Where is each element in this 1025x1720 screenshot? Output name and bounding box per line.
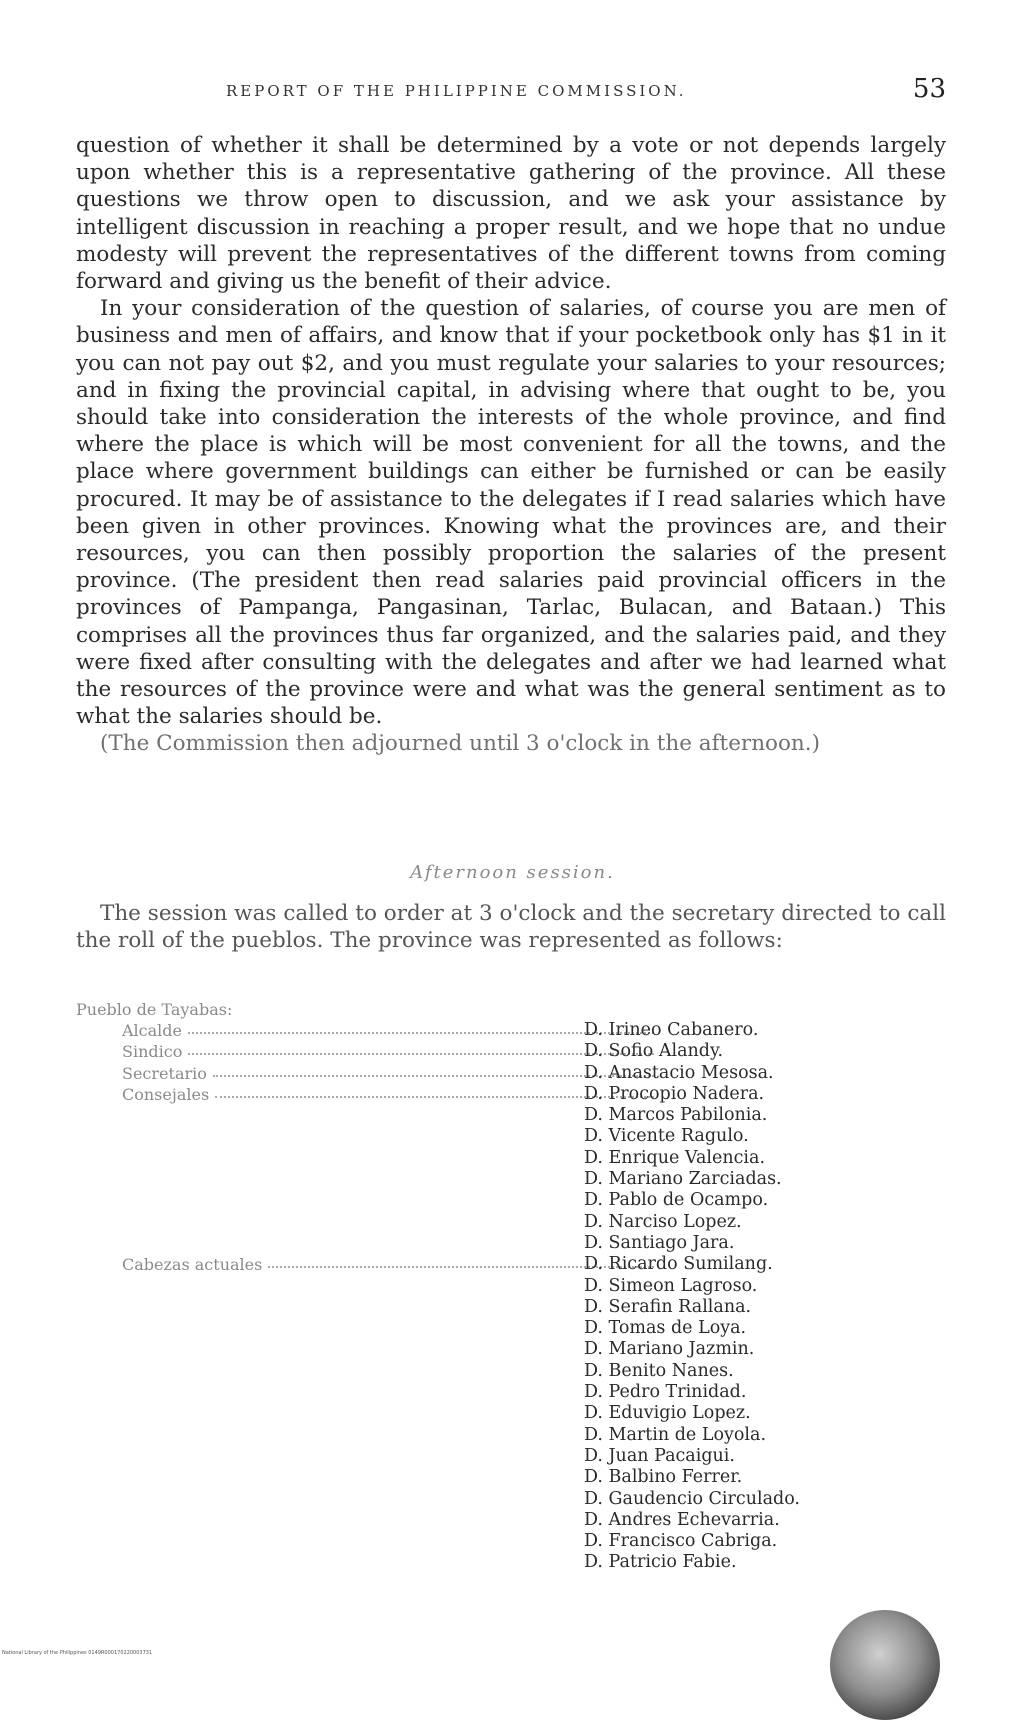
roll-name: D. Ricardo Sumilang. bbox=[584, 1254, 773, 1275]
page-header bbox=[76, 74, 946, 108]
roll-name: D. Irineo Cabanero. bbox=[584, 1020, 759, 1040]
office-list bbox=[76, 1021, 956, 1277]
roll-name: D. Simeon Lagroso. bbox=[584, 1275, 758, 1296]
roll-name: D. Sofio Alandy. bbox=[584, 1041, 724, 1062]
roll-name: D. Marcos Pabilonia. bbox=[584, 1105, 768, 1126]
footer-note: National Library of the Philippines 0149R000170220003731 bbox=[2, 1650, 153, 1656]
afternoon-session-heading: Afternoon session. bbox=[410, 862, 615, 883]
office-label: Secretario bbox=[122, 1063, 207, 1083]
office-row bbox=[76, 1064, 956, 1085]
office-row bbox=[76, 1085, 956, 1106]
roll-name: D. Gaudencio Circulado. bbox=[584, 1488, 800, 1509]
adjournment-note: (The Commission then adjourned until 3 o'clock in the afternoon.) bbox=[100, 731, 820, 757]
roll-name: D. Anastacio Mesosa. bbox=[584, 1062, 774, 1083]
roll-name: D. Balbino Ferrer. bbox=[584, 1467, 743, 1488]
office-label: Alcalde bbox=[122, 1021, 182, 1040]
pueblo-heading: Pueblo de Tayabas: bbox=[76, 1000, 233, 1019]
roll-name: D. Pedro Trinidad. bbox=[584, 1382, 747, 1403]
roll-name: D. Benito Nanes. bbox=[584, 1360, 734, 1381]
roll-name: D. Mariano Jazmin. bbox=[584, 1339, 755, 1360]
page-number: 53 bbox=[912, 74, 946, 104]
paragraph-1: question of whether it shall be determined by a vote or not depends largely upon whether this is a representative gathering of the province. All these questions we throw open to discussion, and we ask your assistance by intelligent discussion in reaching a proper result, and we hope that no undue modesty will prevent the representatives of the different towns from coming forward and giving us the benefit of their advice. bbox=[76, 133, 946, 295]
roll-name: D. Santiago Jara. bbox=[584, 1232, 735, 1253]
session-text bbox=[76, 900, 946, 954]
office-label: Consejales bbox=[122, 1084, 210, 1104]
office-row bbox=[76, 1021, 956, 1042]
roll-of-pueblos bbox=[76, 1000, 956, 1277]
roll-name: D. Juan Pacaigui. bbox=[584, 1445, 735, 1466]
scan-artifact-thumb bbox=[830, 1610, 940, 1720]
roll-name: D. Pablo de Ocampo. bbox=[584, 1190, 769, 1211]
roll-name: D. Andres Echevarria. bbox=[584, 1509, 780, 1530]
session-intro: The session was called to order at 3 o'clock and the secretary directed to call the roll of the pueblos. The province was represented as follows: bbox=[76, 901, 946, 954]
office-label: Cabezas actuales bbox=[122, 1255, 263, 1275]
office-label: Sindico bbox=[122, 1042, 183, 1062]
running-head: REPORT OF THE PHILIPPINE COMMISSION. bbox=[226, 82, 687, 100]
roll-name: D. Patricio Fabie. bbox=[584, 1552, 737, 1573]
roll-name: D. Narciso Lopez. bbox=[584, 1211, 742, 1232]
paragraph-2: In your consideration of the question of salaries, of course you are men of business and men of affairs, and know that if your pocketbook only has $1 in it you can not pay out $2, and you must regulate your salaries to your resources; and in fixing the provincial capital, in advising where that ought to be, you should take into consideration the interests of the whole province, and find where the place is which will be most convenient for all the towns, and the place where government buildings can either be furnished or can be easily procured. It may be of assistance to the delegates if I read salaries which have been given in other provinces. Knowing what the provinces are, and their resources, you can then possibly proportion the salaries of the present province. (The president then read salaries paid provincial officers in the provinces of Pampanga, Pangasinan, Tarlac, Bulacan, and Bataan.) This comprises all the provinces thus far organized, and the salaries paid, and they were fixed after consulting with the delegates and after we had learned what the resources of the province were and what was the general sentiment as to what the salaries should be. bbox=[76, 296, 946, 730]
body-text bbox=[76, 132, 946, 758]
office-row bbox=[76, 1255, 956, 1276]
roll-name: D. Procopio Nadera. bbox=[584, 1083, 765, 1104]
roll-name: D. Tomas de Loya. bbox=[584, 1318, 747, 1339]
roll-name: D. Vicente Ragulo. bbox=[584, 1126, 749, 1147]
roll-name: D. Serafin Rallana. bbox=[584, 1296, 752, 1317]
roll-name: D. Francisco Cabriga. bbox=[584, 1531, 778, 1552]
names-list bbox=[584, 1020, 800, 1574]
roll-name: D. Eduvigio Lopez. bbox=[584, 1403, 751, 1424]
roll-name: D. Martin de Loyola. bbox=[584, 1424, 767, 1445]
roll-name: D. Enrique Valencia. bbox=[584, 1147, 766, 1168]
roll-name: D. Mariano Zarciadas. bbox=[584, 1169, 782, 1190]
office-row bbox=[76, 1042, 956, 1063]
